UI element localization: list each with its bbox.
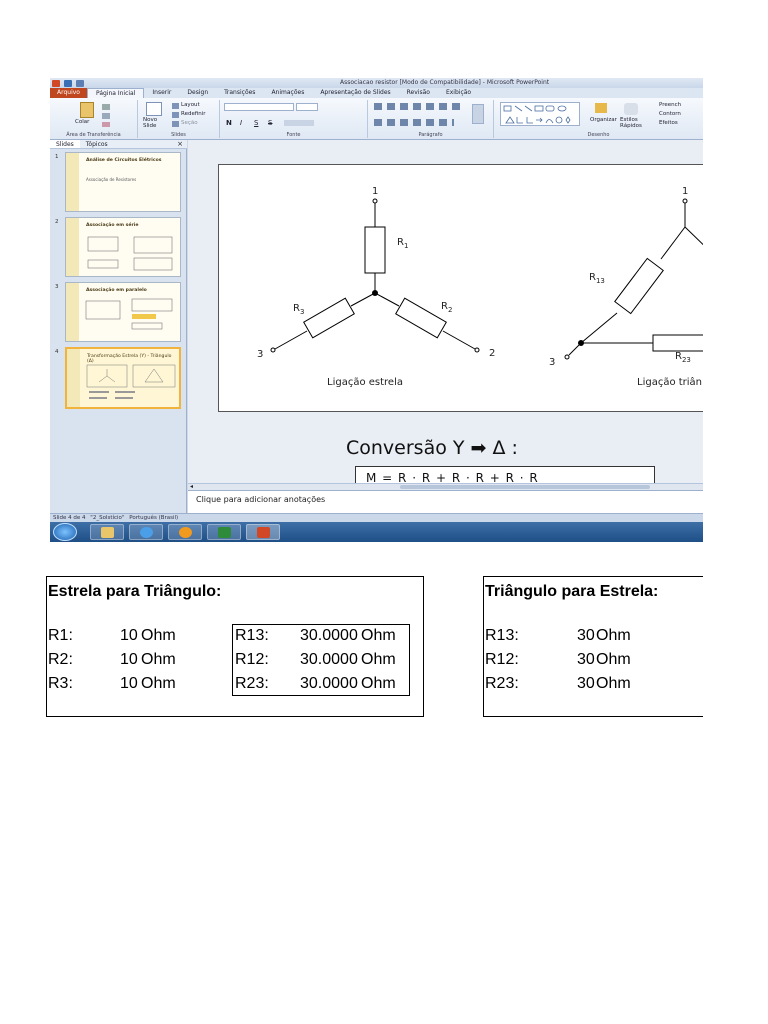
input-value[interactable]: 10: [120, 675, 138, 692]
node-2-label: 2: [489, 348, 496, 359]
drawing-group: [494, 100, 703, 138]
delta-to-star-panel: [483, 576, 703, 718]
formula-text: M = R · R + R · R + R · R: [366, 471, 539, 483]
input-value[interactable]: 10: [120, 627, 138, 644]
strike-button[interactable]: S: [268, 119, 273, 127]
powerpoint-icon[interactable]: [52, 80, 60, 87]
shapes-gallery[interactable]: [500, 102, 580, 126]
thumb-title: Associação em paralelo: [86, 288, 147, 293]
arrange-icon[interactable]: [595, 103, 607, 113]
circuit-diagram: [219, 165, 703, 413]
result-label: R23:: [235, 675, 269, 692]
layout-button[interactable]: Layout: [181, 102, 200, 108]
input-value[interactable]: 30: [577, 627, 595, 644]
status-bar: [50, 513, 703, 522]
clipboard-group: [50, 100, 138, 138]
section-button[interactable]: Seção: [181, 120, 198, 126]
font-group-label: Fonte: [286, 132, 301, 138]
powerpoint-window: [50, 78, 703, 542]
tab-arquivo[interactable]: Arquivo: [50, 88, 87, 98]
excel-taskbar-button[interactable]: [207, 524, 241, 540]
new-slide-button[interactable]: Novo Slide: [143, 117, 158, 129]
slide-thumbnail-1[interactable]: [65, 152, 181, 212]
slide-canvas[interactable]: [218, 164, 703, 412]
start-button-icon[interactable]: [53, 523, 77, 541]
result-value: 30.0000: [300, 675, 358, 692]
drawing-group-label: Desenho: [587, 132, 610, 138]
status-theme: "2_Solstício": [90, 515, 125, 521]
copy-icon[interactable]: [102, 113, 110, 119]
slide-thumbnail-2[interactable]: [65, 217, 181, 277]
delta-node-1-label: 1: [682, 186, 689, 197]
slide-number: 4: [55, 349, 59, 355]
conversion-heading: Conversão Y ➡ Δ :: [346, 437, 518, 459]
list-buttons-icons[interactable]: [374, 103, 462, 110]
paste-icon[interactable]: [80, 102, 94, 118]
r23-label: $R_{23}$: [675, 351, 691, 364]
tab-topicos[interactable]: Tópicos: [85, 141, 108, 148]
r1-label: $R_1$: [397, 237, 409, 250]
input-label: R23:: [485, 675, 519, 692]
windows-taskbar: [50, 522, 703, 542]
thumb-subtitle: Associação de Resistores: [86, 177, 137, 182]
font-size-select[interactable]: [296, 103, 318, 111]
result-unit: Ohm: [361, 651, 396, 668]
media-player-icon: [179, 527, 192, 538]
tab-slides[interactable]: Slides: [50, 140, 80, 148]
font-name-select[interactable]: [224, 103, 294, 111]
cut-icon[interactable]: [102, 104, 110, 110]
thumb-title: Associação em série: [86, 223, 139, 228]
r3-label: $R_3$: [293, 303, 305, 316]
input-label: R2:: [48, 651, 73, 668]
input-unit: Ohm: [141, 651, 176, 668]
title-bar: [50, 78, 703, 88]
input-unit: Ohm: [141, 627, 176, 644]
delta-caption: Ligação triân: [637, 377, 703, 388]
input-label: R12:: [485, 651, 519, 668]
close-panel-button[interactable]: ×: [177, 140, 183, 148]
window-title: Associacao resistor [Modo de Compatibilidade] - Microsoft PowerPoint: [340, 79, 550, 86]
notes-pane[interactable]: [188, 490, 703, 513]
ribbon-tabs: [50, 88, 703, 98]
undo-icon[interactable]: [76, 80, 84, 87]
slides-group: [138, 100, 220, 138]
excel-icon: [218, 527, 231, 538]
reset-button[interactable]: Redefinir: [181, 111, 206, 117]
ribbon: [50, 98, 703, 140]
tab-design[interactable]: Design: [187, 89, 209, 96]
input-value[interactable]: 10: [120, 651, 138, 668]
slide-number: 3: [55, 284, 59, 290]
formula-box: [355, 466, 655, 483]
r13-label: $R_{13}$: [589, 272, 605, 285]
scroll-left-icon[interactable]: ◂: [190, 483, 194, 490]
quick-styles-icon[interactable]: [624, 103, 638, 115]
input-label: R13:: [485, 627, 519, 644]
powerpoint-taskbar-button[interactable]: [246, 524, 280, 540]
tab-inserir[interactable]: Inserir: [152, 89, 172, 96]
result-unit: Ohm: [361, 627, 396, 644]
new-slide-icon[interactable]: [146, 102, 162, 116]
paragraph-group-label: Parágrafo: [418, 132, 443, 138]
slide-number: 1: [55, 154, 59, 160]
shape-fill-button[interactable]: Preench: [659, 102, 682, 108]
slides-group-label: Slides: [171, 132, 186, 138]
ie-taskbar-button[interactable]: [129, 524, 163, 540]
tab-exibicao[interactable]: Exibição: [445, 89, 472, 96]
shape-effects-button[interactable]: Efeitos: [659, 120, 678, 126]
reset-icon: [172, 112, 179, 118]
shape-outline-button[interactable]: Contorn: [659, 111, 681, 117]
text-direction-icon[interactable]: [472, 104, 484, 124]
slide-editing-area[interactable]: [188, 140, 703, 483]
input-unit: Ohm: [596, 627, 631, 644]
layout-icon: [172, 103, 179, 109]
thumb-title: Transformação Estrela (Y) - Triângulo (Δ): [87, 354, 172, 364]
tab-pagina-inicial[interactable]: Página Inicial: [87, 88, 144, 99]
input-unit: Ohm: [141, 675, 176, 692]
media-taskbar-button[interactable]: [168, 524, 202, 540]
quick-styles-button[interactable]: Estilos Rápidos: [620, 117, 642, 129]
font-group: [220, 100, 368, 138]
italic-button[interactable]: I: [240, 119, 243, 127]
delta-node-3-label: 3: [549, 357, 556, 368]
paragraph-group: [368, 100, 494, 138]
slide-thumbnail-4[interactable]: [65, 347, 181, 409]
folder-icon: [101, 527, 114, 538]
result-label: R12:: [235, 651, 269, 668]
bold-button[interactable]: N: [226, 119, 232, 127]
input-unit: Ohm: [596, 651, 631, 668]
slide-thumbnail-3[interactable]: [65, 282, 181, 342]
underline-button[interactable]: S: [254, 119, 259, 127]
star-to-delta-title: Estrela para Triângulo:: [48, 583, 222, 600]
save-icon[interactable]: [64, 80, 72, 87]
result-label: R13:: [235, 627, 269, 644]
font-effects-icons[interactable]: [284, 120, 314, 126]
input-unit: Ohm: [596, 675, 631, 692]
format-painter-icon[interactable]: [102, 122, 110, 127]
result-value: 30.0000: [300, 651, 358, 668]
paste-button[interactable]: Colar: [75, 119, 90, 125]
align-buttons-icons[interactable]: [374, 119, 454, 126]
result-unit: Ohm: [361, 675, 396, 692]
clipboard-group-label: Área de Transferência: [66, 132, 121, 138]
slides-panel: [50, 140, 187, 513]
input-value[interactable]: 30: [577, 675, 595, 692]
result-value: 30.0000: [300, 627, 358, 644]
status-language[interactable]: Português (Brasil): [129, 515, 179, 521]
input-value[interactable]: 30: [577, 651, 595, 668]
scroll-thumb[interactable]: [400, 485, 650, 489]
tab-transicoes[interactable]: Transições: [224, 89, 256, 96]
explorer-taskbar-button[interactable]: [90, 524, 124, 540]
slide-number: 2: [55, 219, 59, 225]
delta-to-star-title: Triângulo para Estrela:: [485, 583, 659, 600]
star-caption: Ligação estrela: [327, 377, 403, 388]
horizontal-scrollbar[interactable]: [188, 483, 703, 490]
arrange-button[interactable]: Organizar: [590, 117, 617, 123]
status-slide: Slide 4 de 4: [53, 515, 86, 521]
input-label: R1:: [48, 627, 73, 644]
thumb-title: Análise de Circuitos Elétricos: [86, 158, 162, 163]
tab-revisao[interactable]: Revisão: [406, 89, 430, 96]
quick-access-toolbar: [52, 79, 84, 87]
input-label: R3:: [48, 675, 73, 692]
node-1-label: 1: [372, 186, 379, 197]
tab-apresentacao[interactable]: Apresentação de Slides: [320, 89, 391, 96]
tab-animacoes[interactable]: Animações: [271, 89, 305, 96]
panel-tabs: [50, 140, 187, 149]
r2-label: $R_2$: [441, 301, 453, 314]
section-icon: [172, 121, 179, 127]
notes-placeholder[interactable]: Clique para adicionar anotações: [196, 495, 326, 504]
internet-explorer-icon: [140, 527, 153, 538]
node-3-label: 3: [257, 349, 264, 360]
powerpoint-icon: [257, 527, 270, 538]
